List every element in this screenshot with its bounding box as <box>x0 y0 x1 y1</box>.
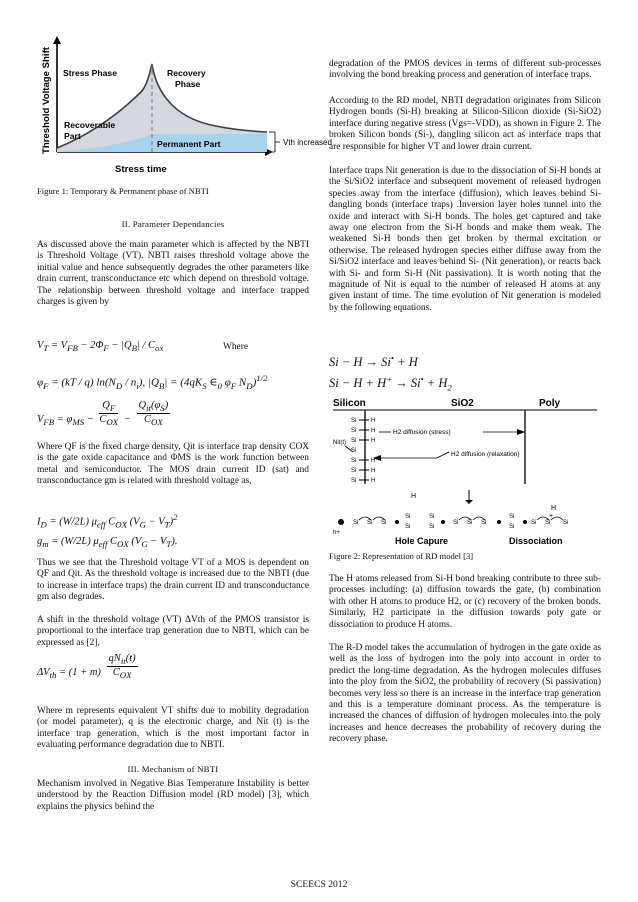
section-2-para-2: Where QF is the fixed charge density, Qit is interface trap density COX is the gate oxide capacitance and ΦMS is the work function between metal and semiconductor. The MOS drain current ID (sat) and transconductance gm is related with threshold voltage as, <box>37 442 309 487</box>
section-2-para-5: Where m represents equivalent VT shifts due to mobility degradation (or model parameter), q is the electronic charge, and Nit (t) is the interface trap generation, which is the most important factor in evaluating performance degradation due to NBTI. <box>37 706 309 751</box>
dissociation-label: Dissociation <box>509 536 563 546</box>
svg-text:Si: Si <box>351 428 357 434</box>
svg-text:Si: Si <box>429 514 435 520</box>
sio2-label: SiO2 <box>451 398 474 409</box>
figure-1-stress-recovery-plot <box>37 36 332 184</box>
svg-text:Si: Si <box>545 520 551 526</box>
svg-text:+: + <box>549 513 554 520</box>
section-2-para-4: A shift in the threshold voltage (VT) ΔVth of the PMOS transistor is proportional to the interface trap generation due to NBTI, which can be expressed as [2], <box>37 615 309 648</box>
svg-text:H: H <box>551 505 557 512</box>
svg-text:Si: Si <box>351 418 357 424</box>
svg-text:Si: Si <box>563 520 569 526</box>
svg-text:Si: Si <box>381 520 387 526</box>
right-para-3: Interface traps Nit generation is due to the dissociation of Si-H bonds at the Si/SiO2 interface and subsequent movement of released hydrogen species away from the interface (diffusion), which leaves behind Si- dangling bonds (interface traps) .Inversion layer holes tunnel into the oxide and interact with Si-H bonds. The holes get captured and take away one electron from the Si-H bonds and make them weak. The weakened Si-H bonds then get broken by thermal excitation or otherwise. The released hydrogen species either diffuse away from the Si/SiO2 interface and leaves behind Si- (Nit generation), or reacts back with Si- and form Si-H (Nit passivation). It is worth noting that the magnitude of Nit is equal to the number of released H atoms at any given instant of time. The time evolution of Nit generation is modeled by the following equations. <box>329 166 601 313</box>
figure-1-caption: Figure 1: Temporary & Permanent phase of NBTI <box>37 186 209 196</box>
svg-text:Si: Si <box>429 524 435 530</box>
svg-text:H: H <box>371 418 376 424</box>
hole-capture-label: Hole Capure <box>395 536 449 546</box>
svg-text:H: H <box>371 458 376 464</box>
svg-text:Si: Si <box>481 520 487 526</box>
svg-text:Si: Si <box>467 520 473 526</box>
page-footer: SCEECS 2012 <box>290 879 348 890</box>
recovery-phase-label-2: Phase <box>175 79 201 89</box>
svg-text:Si: Si <box>367 520 373 526</box>
svg-text:H: H <box>371 438 376 444</box>
svg-text:H: H <box>371 468 376 474</box>
svg-text:Si: Si <box>351 448 357 454</box>
section-2-heading: II. Parameter Dependancies <box>121 219 225 229</box>
recovery-phase-label-1: Recovery <box>167 68 206 78</box>
figure-2-rd-model <box>329 394 601 549</box>
svg-text:Si: Si <box>351 468 357 474</box>
right-para-2: According to the RD model, NBTI degradation originates from Silicon Hydrogen bonds (Si-H) breaking at Silicon-Silicon dioxide (Si-SiO2) interface during negative stress (Vgs=-VDD), as shown in Figure 2. The broken Silicon bonds (Si-), dangling silicon act as interface traps that are responsible for higher VT and lower drain current. <box>329 96 601 152</box>
recoverable-label-2: Part <box>64 131 81 141</box>
y-axis-label: Threshold Voltage Shift <box>41 47 52 154</box>
svg-text:Si: Si <box>351 438 357 444</box>
right-para-5: The R-D model takes the accumulation of hydrogen in the gate oxide as well as the loss of hydrogen into the poly into account in order to predict the long-time degradation. As the hydrogen molecules diffuses into the ploy from the SiO2, the probability of recovery (Si passivation) becomes very less so there is an increase in the interface trap generation and this is a temperature dominant process. As the temperature is increased the chances of diffusion of hydrogen molecules into the poly increases and hence decreases the probability of recovery during the recovery phase. <box>329 643 601 745</box>
svg-text:Si: Si <box>453 520 459 526</box>
section-2-para-1: As discussed above the main parameter which is affected by the NBTI is Threshold Voltage (VT). NBTI raises threshold voltage above the initial value and hence subsequently degrades the other parameters like drain current, transconductance etc which depend on threshold voltage. The relationship between threshold voltage and interface trapped charges is given by <box>37 240 309 308</box>
equation-vt: $V_T = V_{FB} - 2\Phi_F - |Q_B| / C_{ox}$ <box>37 340 164 354</box>
nit-label: Nit(t) <box>333 440 346 446</box>
svg-text:Si: Si <box>405 514 411 520</box>
section-3-heading: III. Mechanism of NBTI <box>127 764 219 774</box>
silicon-label: Silicon <box>333 398 366 409</box>
h2-diffusion-stress-label: H2 diffusion (stress) <box>393 429 451 436</box>
svg-text:H: H <box>371 428 376 434</box>
svg-text:Si: Si <box>351 478 357 484</box>
section-3-para-1: Mechanism involved in Negative Bias Temperature Instability is better understood by the Reaction Diffusion model (RD model) [3], which explains the physics behind the <box>37 779 309 812</box>
svg-text:Si: Si <box>509 514 515 520</box>
equation-phi-f: $\varphi_F = (kT / q)$ $\ln(N_D / n_i)$, $|Q_B| = (4qK_S$ $\in_0$ $\varphi_F$ $N_D)^{1/2}$ <box>37 373 268 391</box>
svg-text:Si: Si <box>351 458 357 464</box>
svg-text:h+: h+ <box>333 530 340 536</box>
svg-text:Si: Si <box>509 524 515 530</box>
reaction-equation-2: $Si - H + H^+ \to Si^• + H_2$ <box>329 374 452 393</box>
poly-label: Poly <box>539 398 561 409</box>
svg-text:Si: Si <box>405 524 411 530</box>
reaction-equation-1: Si − H → Si• + H <box>329 353 418 370</box>
vth-increased-label: Vth increased <box>283 138 332 147</box>
where-label: Where <box>223 342 248 352</box>
svg-text:H: H <box>371 478 376 484</box>
svg-text:H: H <box>411 493 417 500</box>
equation-id: $I_D = (W/2L)$ $\mu_{eff}$ $C_{OX}$ $(V_G - V_T)^2$ <box>37 512 178 530</box>
h2-diffusion-relaxation-label: H2 diffusion (relaxation) <box>451 451 520 458</box>
permanent-part-label: Permanent Part <box>157 139 221 149</box>
equation-vfb: $V_{FB} = \varphi_{MS}$ − $Q_F$ $C_{OX}$ − $Q_{it}(\varphi_S)$ $C_{OX}$ <box>37 400 169 428</box>
right-para-4: The H atoms released from Si-H bond breaking contribute to three sub-processes including: (a) diffusion towards the gate, (b) combination with other H atoms to produce H2, or (c) recovery of the broken bonds. Similarly, H2 participate in the diffusion towards poly gate or dissociation to produce H atoms. <box>329 574 601 630</box>
figure-2-caption: Figure 2: Representation of RD model [3] <box>329 551 474 561</box>
x-axis-label: Stress time <box>115 164 167 175</box>
right-para-1: degradation of the PMOS devices in terms of different sub-processes involving the bond breaking process and generation of interface traps. <box>329 59 601 81</box>
recoverable-label-1: Recoverable <box>64 120 116 130</box>
equation-delta-vth: $\Delta V_{th} = (1 + m)$ $qN_{it}(t)$ $C_{OX}$ <box>37 653 136 681</box>
section-2-para-3: Thus we see that the Threshold voltage VT of a MOS is dependent on QF and Qit. As the threshold voltage is increased due to the NBTI (due to increase in interface traps) the drain current ID and transconductance gm also degrades. <box>37 558 309 603</box>
equation-gm: $g_m = (W/2L)$ $\mu_{eff}$ $C_{OX}$ $(V_G - V_T)$. <box>37 536 178 550</box>
svg-text:Si: Si <box>353 520 359 526</box>
svg-text:Si: Si <box>531 520 537 526</box>
stress-phase-label: Stress Phase <box>63 68 117 78</box>
